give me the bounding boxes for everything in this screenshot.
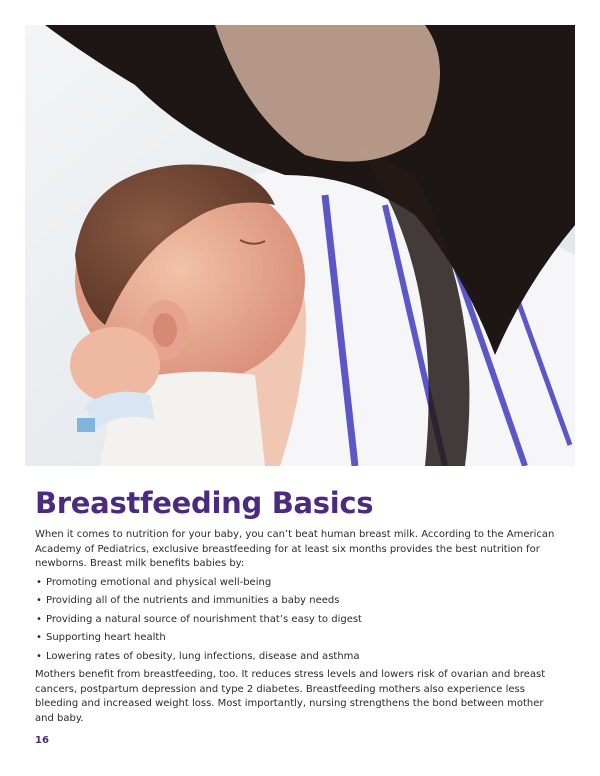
intro-paragraph: When it comes to nutrition for your baby, you can’t beat human breast milk. According to the American Academy of Pediatrics, exclusive breastfeeding for at least six months provides the best nutrition for newborns. Breast milk benefits babies by: (35, 529, 555, 569)
bullet-icon: • (36, 576, 42, 588)
benefit-text: Promoting emotional and physical well-being (46, 576, 272, 588)
bullet-icon: • (36, 632, 42, 643)
list-item (35, 594, 555, 609)
list-item (35, 613, 555, 628)
benefit-text: Lowering rates of obesity, lung infections, disease and asthma (46, 650, 360, 662)
hero-photo (25, 25, 575, 466)
bullet-icon: • (36, 613, 42, 625)
bullet-icon: • (36, 650, 42, 662)
bullet-icon: • (36, 595, 42, 606)
benefit-text: Providing a natural source of nourishment that’s easy to digest (46, 613, 362, 625)
mothers-paragraph: Mothers benefit from breastfeeding, too. It reduces stress levels and lowers risk of ovarian and breast cancers, postpartum depression and type 2 diabetes. Breastfeeding mothers also experience less bleeding and increased weight loss. Most importantly, nursing strengthens the bond between mother and baby. (35, 669, 546, 724)
mother-breastfeeding-photo (25, 25, 575, 466)
benefit-text: Providing all of the nutrients and immunities a baby needs (46, 595, 340, 606)
list-item (35, 576, 555, 591)
list-item (35, 650, 555, 665)
benefits-list (35, 576, 555, 665)
page-number: 16 (35, 735, 49, 746)
page-title: Breastfeeding Basics (35, 486, 374, 520)
list-item (35, 631, 555, 646)
benefit-text: Supporting heart health (46, 632, 166, 643)
article-body (35, 528, 555, 726)
